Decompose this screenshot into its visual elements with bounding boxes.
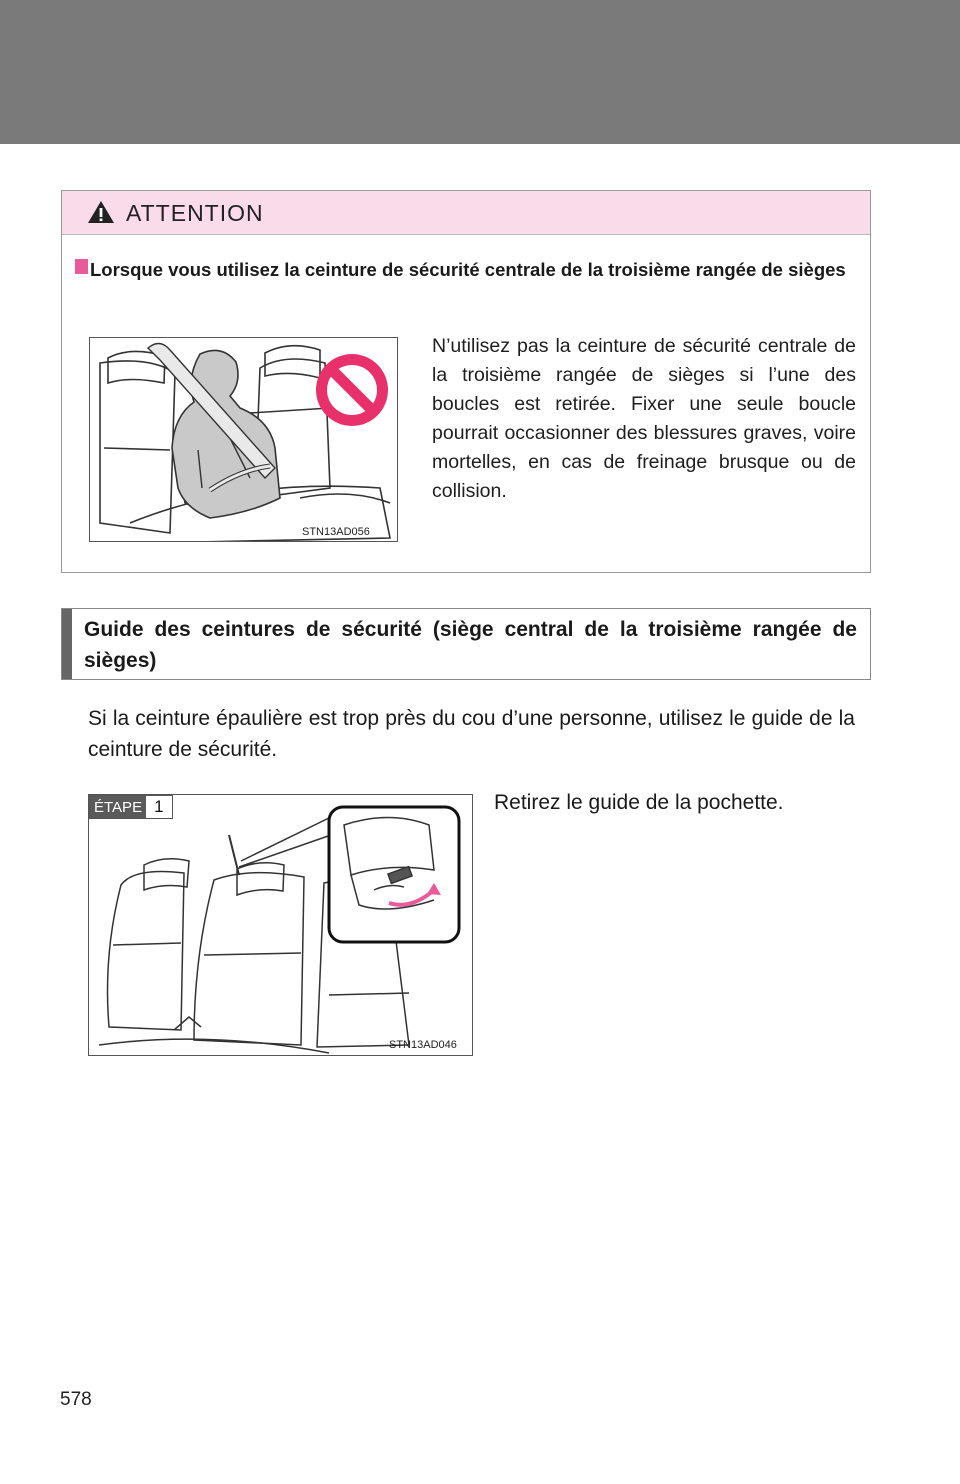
attention-subheading (75, 255, 860, 284)
step1-illustration (88, 794, 473, 1056)
bullet-square-icon (75, 259, 88, 274)
step-badge (89, 795, 173, 819)
figure-code: STN13AD056 (302, 526, 370, 538)
attention-body: N’utilisez pas la ceinture de sécurité centrale de la troisième rangée de sièges si l’une des boucles est retirée. Fixer une seule boucle pourrait occasionner des blessures graves, voire mortelles, en cas de freinage brusque ou de collision. (432, 335, 856, 502)
intro-paragraph: Si la ceinture épaulière est trop près du cou d’une personne, utilisez le guide de la ceinture de sécurité. (88, 707, 855, 761)
attention-header (62, 191, 870, 235)
section-heading-text: Guide des ceintures de sécurité (siège central de la troisième rangée de sièges) (84, 618, 857, 672)
step-badge-word: ÉTAPE (90, 796, 146, 818)
section-heading (61, 608, 871, 680)
rear-seat-drawing (89, 795, 473, 1056)
step-badge-number: 1 (146, 796, 171, 818)
attention-box (61, 190, 871, 573)
attention-subheading-text: Lorsque vous utilisez la ceinture de sécurité centrale de la troisième rangée de sièges (90, 259, 846, 280)
seat-illustration-drawing (90, 338, 398, 542)
page-number: 578 (60, 1389, 92, 1410)
seatbelt-prohibited-illustration (89, 337, 398, 542)
top-band (0, 0, 960, 144)
section-heading-bar (62, 609, 72, 679)
prohibited-icon (316, 354, 388, 426)
step1-text: Retirez le guide de la pochette. (494, 791, 784, 814)
attention-title: ATTENTION (126, 200, 264, 226)
figure-code: STN13AD046 (389, 1039, 457, 1051)
warning-icon (87, 200, 115, 224)
